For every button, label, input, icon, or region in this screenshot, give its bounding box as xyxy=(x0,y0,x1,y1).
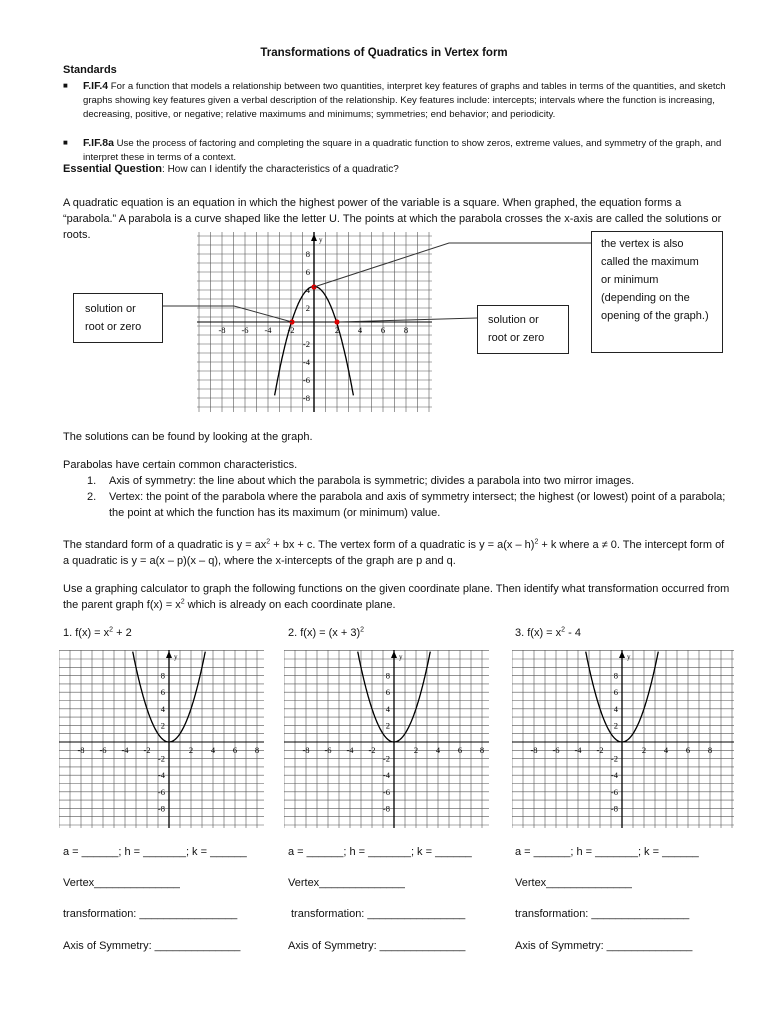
x-tick-label: 4 xyxy=(435,745,441,755)
x-tick-label: 8 xyxy=(479,745,485,755)
answer-axis-3[interactable]: Axis of Symmetry: ______________ xyxy=(515,940,693,952)
y-tick-label: 4 xyxy=(385,703,390,714)
x-tick-label: 2 xyxy=(334,325,340,335)
x-tick-label: -8 xyxy=(302,745,310,755)
y-axis-arrow-icon xyxy=(166,651,172,658)
y-tick-label: 6 xyxy=(160,687,165,698)
x-tick-label: -6 xyxy=(324,745,332,755)
y-axis-arrow-icon xyxy=(391,651,397,658)
problem-2-label: 2. $f(x) = (x + 3)^2$ xyxy=(288,626,365,639)
callout-text: called the maximum xyxy=(601,256,699,268)
callout-lines xyxy=(0,0,768,420)
answer-transformation-2[interactable]: transformation: ________________ xyxy=(291,908,466,920)
y-tick-label: 4 xyxy=(160,703,165,714)
callout-text: the vertex is also xyxy=(601,238,684,250)
list-item xyxy=(63,489,733,521)
list-text: Axis of symmetry: the line about which the parabola is symmetric; divides a parabola into two mirror images. xyxy=(109,475,635,487)
answer-vertex-1[interactable]: Vertex______________ xyxy=(63,877,180,889)
instructions-paragraph: Use a graphing calculator to graph the following functions on the given coordinate plane. Then identify what transformation occurred from the parent graph $f(x) = x^2$ which is already on each coordinate plane. xyxy=(63,583,730,611)
callout-line-left xyxy=(163,306,292,322)
y-tick-label: 8 xyxy=(385,670,390,681)
answer-transformation-1[interactable]: transformation: ________________ xyxy=(63,908,238,920)
x-tick-label: 2 xyxy=(188,745,194,755)
x-tick-label: -2 xyxy=(143,745,151,755)
y-tick-label: 6 xyxy=(613,687,618,698)
callout-text: root or zero xyxy=(488,332,545,344)
list-number: 2. xyxy=(87,491,97,503)
standard-text: Use the process of factoring and completing the square in a quadratic function to show zeros, extreme values, and symmetry of the graph, and interpret these in terms of a context. xyxy=(83,138,722,163)
callout-text: (depending on the xyxy=(601,292,690,304)
problem-3-label: 3. $f(x) = x^2 - 4$ xyxy=(515,626,581,639)
solutions-text: The solutions can be found by looking at the graph. xyxy=(63,431,313,443)
y-tick-label: -6 xyxy=(302,375,310,385)
bullet-icon: ■ xyxy=(63,81,68,90)
x-tick-label: 8 xyxy=(254,745,260,755)
y-tick-label: 8 xyxy=(305,249,310,259)
x-tick-label: -6 xyxy=(552,745,560,755)
y-tick-label: -8 xyxy=(302,393,310,403)
y-tick-label: -8 xyxy=(382,803,390,814)
problem-1-graph[interactable] xyxy=(59,650,264,828)
callout-text: or minimum xyxy=(601,274,659,286)
y-axis-arrow-icon xyxy=(619,651,625,658)
y-tick-label: -2 xyxy=(382,753,390,764)
x-tick-label: 4 xyxy=(663,745,669,755)
y-tick-label: -6 xyxy=(157,786,165,797)
callout-solution-right xyxy=(477,305,569,354)
callout-solution-left xyxy=(73,293,163,343)
y-tick-label: 2 xyxy=(160,720,165,731)
x-tick-label: 2 xyxy=(413,745,419,755)
x-tick-label: -8 xyxy=(530,745,538,755)
x-tick-label: 8 xyxy=(707,745,713,755)
y-tick-label: -4 xyxy=(382,770,390,781)
answer-vertex-3[interactable]: Vertex______________ xyxy=(515,877,632,889)
y-tick-label: 8 xyxy=(613,670,618,681)
x-tick-label: -6 xyxy=(99,745,107,755)
bullet-icon: ■ xyxy=(63,138,68,147)
answer-vertex-2[interactable]: Vertex______________ xyxy=(288,877,405,889)
y-tick-label: -2 xyxy=(610,753,618,764)
list-text: Vertex: the point of the parabola where the parabola and axis of symmetry intersect; the highest (or lowest) point of a parabola; the point at which the function has its maximum (or minimum) value. xyxy=(109,491,726,519)
problem-1-label: 1. $f(x) = x^2 + 2$ xyxy=(63,626,132,639)
y-tick-label: -4 xyxy=(157,770,165,781)
essential-question-label: Essential Question xyxy=(63,163,163,175)
y-tick-label: -6 xyxy=(610,786,618,797)
callout-text: solution or xyxy=(85,303,136,315)
x-tick-label: 2 xyxy=(641,745,647,755)
y-axis-label: y xyxy=(627,653,631,661)
characteristics-list xyxy=(63,473,733,521)
x-tick-label: 6 xyxy=(232,745,238,755)
callout-line-vertex xyxy=(314,243,591,287)
y-tick-label: 6 xyxy=(305,267,310,277)
y-tick-label: 8 xyxy=(160,670,165,681)
callout-vertex xyxy=(591,231,723,353)
answer-coefs-2[interactable]: a = ______; h = _______; k = ______ xyxy=(288,846,472,858)
page-title: Transformations of Quadratics in Vertex form xyxy=(260,47,508,59)
y-tick-label: 2 xyxy=(305,303,310,313)
y-axis-label: y xyxy=(174,653,178,661)
y-axis-label: y xyxy=(399,653,403,661)
x-tick-label: 6 xyxy=(685,745,691,755)
y-tick-label: -2 xyxy=(302,339,310,349)
standard-text: For a function that models a relationship between two quantities, interpret key features of graphs and tables in terms of the quantities, and sketch graphs showing key features given a verbal description of the relationship. Key features include: intercepts; intervals where the function is increasing, decreasing, positive, or negative; relative maximums and minimums; symmetries; end behavior; and periodicity. xyxy=(83,81,726,120)
list-number: 1. xyxy=(87,475,97,487)
answer-coefs-1[interactable]: a = ______; h = _______; k = ______ xyxy=(63,846,247,858)
x-tick-label: -6 xyxy=(241,325,249,335)
y-tick-label: -2 xyxy=(157,753,165,764)
problem-3-graph[interactable] xyxy=(512,650,734,828)
forms-paragraph: The standard form of a quadratic is $y = ax^2$ + bx + c. The vertex form of a quadratic is y = a(x – h)$^2$ + k where a ≠ 0. The intercept form of a quadratic is y = a(x – p)(x – q), where the x-intercepts of the graph are p and q. xyxy=(63,538,725,567)
x-tick-label: -2 xyxy=(596,745,604,755)
standard-code: F.IF.8a xyxy=(83,137,114,149)
list-item xyxy=(63,473,733,489)
graph-grid xyxy=(512,650,734,828)
standards-heading: Standards xyxy=(63,64,117,76)
callout-line-middle xyxy=(339,318,477,322)
callout-text: opening of the graph.) xyxy=(601,310,709,322)
y-tick-label: 6 xyxy=(385,687,390,698)
answer-axis-2[interactable]: Axis of Symmetry: ______________ xyxy=(288,940,466,952)
x-tick-label: 6 xyxy=(380,325,386,335)
y-tick-label: -4 xyxy=(610,770,618,781)
answer-axis-1[interactable]: Axis of Symmetry: ______________ xyxy=(63,940,241,952)
intro-paragraph: A quadratic equation is an equation in which the highest power of the variable is a square. When graphed, the equation forms a “parabola.” A parabola is a curve shaped like the letter U. The points at which the parabola crosses the x-axis are called the solutions or roots. xyxy=(63,197,722,241)
y-tick-label: -4 xyxy=(302,357,310,367)
y-tick-label: -6 xyxy=(382,786,390,797)
problem-2-graph[interactable] xyxy=(284,650,489,828)
callout-text: root or zero xyxy=(85,321,142,333)
y-tick-label: -8 xyxy=(157,803,165,814)
standard-code: F.IF.4 xyxy=(83,80,109,92)
y-tick-label: 2 xyxy=(613,720,618,731)
y-tick-label: 4 xyxy=(613,703,618,714)
x-tick-label: 4 xyxy=(210,745,216,755)
x-tick-label: -4 xyxy=(121,745,129,755)
y-tick-label: -8 xyxy=(610,803,618,814)
x-tick-label: -8 xyxy=(218,325,226,335)
y-tick-label: 4 xyxy=(305,285,310,295)
y-axis-label: y xyxy=(319,236,323,244)
callout-text: solution or xyxy=(488,314,539,326)
y-tick-label: 2 xyxy=(385,720,390,731)
x-tick-label: -4 xyxy=(264,325,272,335)
x-tick-label: -4 xyxy=(574,745,582,755)
x-tick-label: -2 xyxy=(287,325,295,335)
x-tick-label: -2 xyxy=(368,745,376,755)
answer-transformation-3[interactable]: transformation: ________________ xyxy=(515,908,690,920)
x-tick-label: 6 xyxy=(457,745,463,755)
characteristics-intro: Parabolas have certain common characteristics. xyxy=(63,459,298,471)
essential-question-text: : How can I identify the characteristics of a quadratic? xyxy=(162,164,399,175)
x-tick-label: -4 xyxy=(346,745,354,755)
answer-coefs-3[interactable]: a = ______; h = _______; k = ______ xyxy=(515,846,699,858)
x-tick-label: 4 xyxy=(357,325,363,335)
x-tick-label: -8 xyxy=(77,745,85,755)
x-tick-label: 8 xyxy=(403,325,409,335)
